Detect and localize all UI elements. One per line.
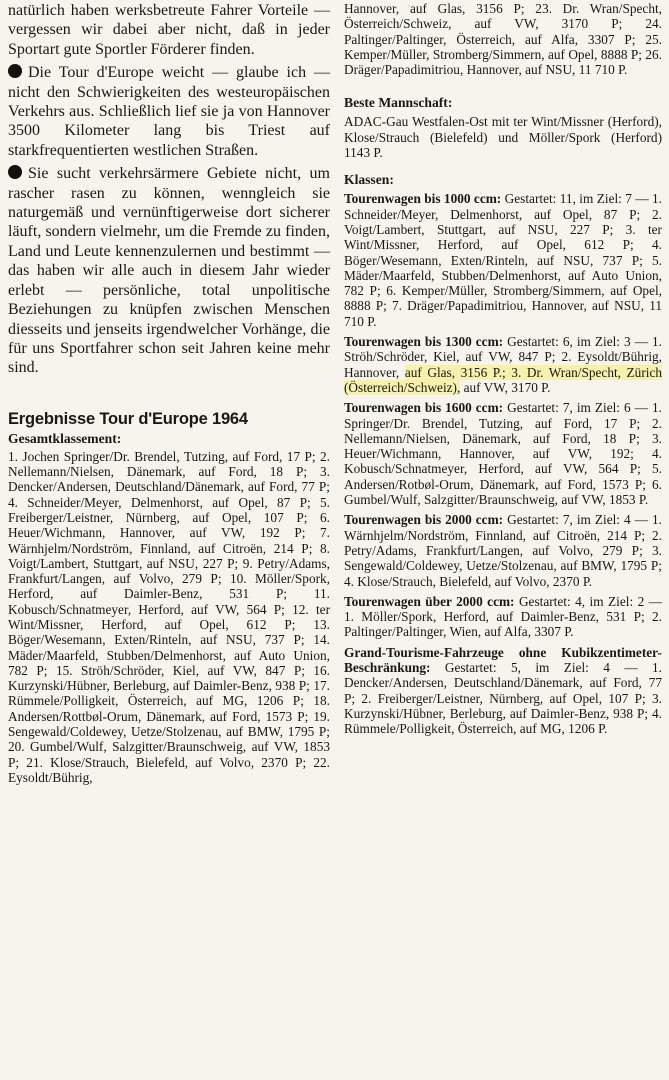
gesamtklassement-heading: Gesamtklassement: [8,430,122,446]
gesamtklassement-text: 1. Jochen Springer/Dr. Brendel, Tutzing, auf Ford, 17 P; 2. Nellemann/Nielsen, Dänemark, auf Ford, 18 P; 3. Dencker/Andersen, Deutschland/Dänemark, auf Ford, 77 P; 4. Schneider/Meyer, Delmenhorst, auf Opel, 87 P; 5. Freiberger/Leistner, Nürnberg, auf Opel, 107 P; 6. Heuer/Wichmann, Hannover, auf VW, 192 P; 7. Wärnhjelm/Nordström, Finnland, auf Citroën, 214 P; 8. Voigt/Lambert, Stuttgart, auf NSU, 227 P; 9. Petry/Adams, Frankfurt/Langen, auf Volvo, 279 P; 10. Möller/Spork, Herford, auf Daimler-Benz, 531 P; 11. Kobusch/Schnatmeyer, Herford, auf VW, 564 P; 12. ter Wint/Missner, Herford, auf Opel, 612 P; 13. Böger/Wesemann, Exten/Rinteln, auf NSU, 737 P; 14. Mäder/Maarfeld, Stubben/Delmenhorst, auf Auto Union, 782 P; 15. Ströh/Schröder, Kiel, auf VW, 847 P; 16. Kurzynski/Hübner, Berleburg, auf Daimler-Benz, 938 P; 17. Rümmele/Polligkeit, Österreich, auf MG, 1206 P; 18. Andersen/Rottbøl-Orum, Dänemark, auf Ford, 1573 P; 19. Sengewald/Coldewey, Uetze/Stolzenau, auf BMW, 1795 P; 20. Gumbel/Wulf, Salzgitter/Braunschweig, auf VW, 1853 P; 21. Klose/Strauch, Bielefeld, auf Volvo, 2370 P; 22. Eysoldt/Bührig, [8,448,330,785]
class-2000 [344,512,662,588]
class-1000 [344,191,662,329]
bullet-2-text: Sie sucht verkehrsärmere Gebiete nicht, um rascher rasen zu können, wenngleich sie naturgemäß und vernünftigerweise dort sicherer läuft, sondern vielmehr, um die Fremde zu finden, Land und Leute kennenzulernen und bestimmt — das haben wir alle auch in diesem Jahr wieder erlebt — persönliche, total unpolitische Beziehungen zu knüpfen zwischen Menschen diesseits und jenseits irgendwelcher Vorhänge, die für uns Sportfahrer schon seit Jahren keine mehr sind. [8,165,330,377]
class-grand-tourisme-heading: Grand-Tourisme-Fahrzeuge ohne Kubikzentimeter-Beschränkung: [344,644,662,675]
results-continued: Hannover, auf Glas, 3156 P; 23. Dr. Wran/Specht, Österreich/Schweiz, auf VW, 3170 P; 24. Paltinger/Paltinger, Österreich, auf Alfa, 3307 P; 25. Kemper/Müller, Stromberg/Simmern, auf Opel, 8888 P; 26. Dräger/Papadimitriou, Hannover, auf NSU, 11 710 P. [344,1,662,78]
highlighted-text: auf Glas, 3156 P.; 3. Dr. Wran/Specht, Zürich (Österreich/Schweiz), [344,364,663,395]
bullet-1-text: Die Tour d'Europe weicht — glaube ich — nicht den Schwierigkeiten des westeuropäischen Verkehrs aus. Schließlich lief sie ja von Hannover 3500 Kilometer lang bis Triest auf starkfrequentierten westlichen Straßen. [8,64,330,159]
class-grand-tourisme [344,645,662,737]
class-1300-heading: Tourenwagen bis 1300 ccm: [344,334,504,350]
paragraph-bullet-2 [8,164,330,377]
class-1000-text: Gestartet: 11, im Ziel: 7 — 1. Schneider/Meyer, Delmenhorst, auf Opel, 87 P; 2. Voigt/Lambert, Stuttgart, auf NSU, 227 P; 3. ter Wint/Missner, Herford, auf Opel, 612 P; 4. Böger/Wesemann, Exten/Rinteln, auf NSU, 737 P; 5. Mäder/Maarfeld, Stubben/Delmenhorst, auf Auto Union, 782 P; 6. Kemper/Müller, Stromberg/Simmern, auf Opel, 8888 P; 7. Dräger/Papadimitriou, Hannover, auf NSU, 11 710 P. [344,191,663,329]
bullet-icon [8,165,22,179]
klassen-heading: Klassen: [344,172,394,188]
class-2000-text: Gestartet: 7, im Ziel: 4 — 1. Wärnhjelm/Nordström, Finnland, auf Citroën, 214 P; 2. Petry/Adams, Frankfurt/Langen, auf Volvo, 279 P; 3. Sengewald/Coldewey, Uetze/Stolzenau, auf BMW, 1795 P; 4. Klose/Strauch, Bielefeld, auf Volvo, 2370 P. [344,512,662,589]
class-1000-heading: Tourenwagen bis 1000 ccm: [344,191,502,207]
class-grand-tourisme-text: Gestartet: 5, im Ziel: 4 — 1. Dencker/Andersen, Deutschland/Dänemark, auf Ford, 77 P; 2. Freiberger/Leistner, Nürnberg, auf Opel, 107 P; 3. Kurzynski/Hübner, Berleburg, auf Daimler-Benz, 938 P; 4. Rümmele/Polligkeit, Österreich, auf MG, 1206 P. [344,659,662,737]
class-1600-heading: Tourenwagen bis 1600 ccm: [344,400,504,416]
team-text: ADAC-Gau Westfalen-Ost mit ter Wint/Missner (Herford), Klose/Strauch (Bielefeld) und Möller/Spork (Herford) 1143 P. [344,114,662,161]
team-heading: Beste Mannschaft: [344,95,453,111]
class-1600-text: Gestartet: 7, im Ziel: 6 — 1. Springer/Dr. Brendel, Tutzing, auf Ford, 17 P; 2. Nellemann/Nielsen, Dänemark, auf Ford, 18 P; 3. Heuer/Wichmann, Hannover, auf VW, 192; 4. Kobusch/Schnatmeyer, Herford, auf VW, 564 P; 5. Andersen/Rotbøl-Orum, Dänemark, auf Ford, 1573 P; 6. Gumbel/Wulf, Salzgitter/Braunschweig, auf VW, 1853 P. [344,400,662,508]
class-1300 [344,334,662,395]
class-over-2000 [344,594,662,640]
class-1300-tail: auf VW, 3170 P. [463,379,551,395]
paragraph-bullet-1 [8,63,330,160]
right-column [344,0,662,736]
class-1300-text: Gestartet: 6, im Ziel: 3 — 1. Ströh/Schröder, Kiel, auf VW, 847 P; 2. Eysoldt/Bührig, Hannover, [344,334,662,380]
bullet-icon [8,64,22,78]
class-1600 [344,400,662,507]
class-over-2000-text: Gestartet: 4, im Ziel: 2 — 1. Möller/Spork, Herford, auf Daimler-Benz, 531 P; 2. Paltinger/Paltinger, Wien, auf Alfa, 3307 P. [344,593,663,640]
left-column [8,0,330,785]
results-heading: Ergebnisse Tour d'Europe 1964 [8,409,248,428]
paragraph-intro: natürlich haben werksbetreute Fahrer Vorteile — vergessen wir dabei aber nicht, daß in jeder Sportart gute Sportler Förderer finden. [8,2,330,58]
class-2000-heading: Tourenwagen bis 2000 ccm: [344,512,504,528]
class-over-2000-heading: Tourenwagen über 2000 ccm: [344,593,515,609]
